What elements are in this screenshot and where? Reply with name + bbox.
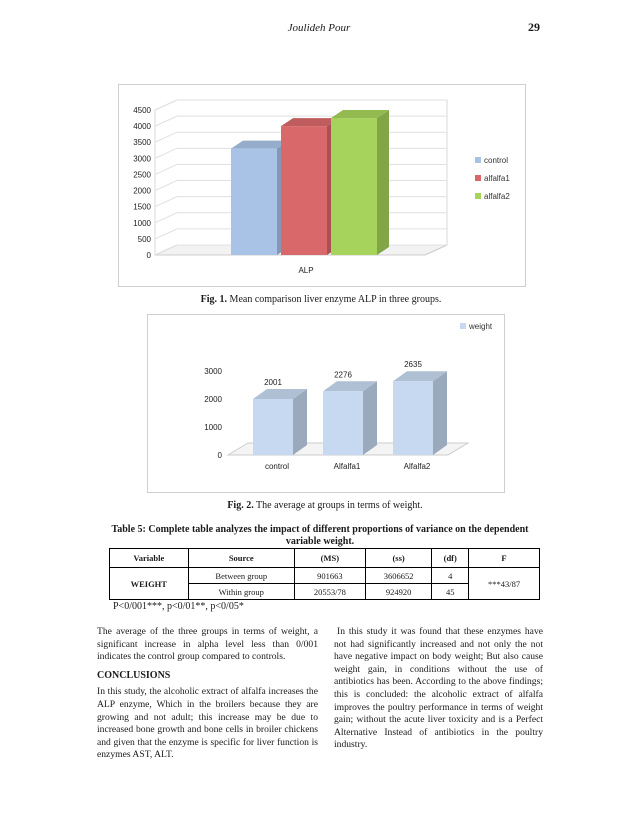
conclusions-continued-paragraph: In this study it was found that these enzymes have not had significantly increased and not only the not have negative impact on body weight; But also cause weight gain, in conditions without the use of antibiotics has been. According to the above findings; this is concluded: the alcoholic extract of alfalfa improves the poultry performance in terms of weight gain; without the acute liver toxicity and is a Perfect Alternative Instead of antibiotics in the poultry industry. [334, 626, 543, 751]
bar-alfalfa2 [393, 371, 447, 455]
bar-alfalfa1 [281, 118, 339, 255]
legend-swatch [475, 193, 481, 199]
legend-label: weight [469, 322, 493, 331]
bar-control [253, 389, 307, 455]
right-column [334, 626, 543, 752]
page-number: 29 [528, 20, 540, 34]
bar-side [433, 371, 447, 455]
ms-cell: 20553/78 [294, 584, 365, 600]
bar-control [231, 141, 289, 255]
legend-label: alfalfa1 [484, 174, 510, 183]
bar-front [231, 149, 277, 255]
y-tick-label: 2500 [133, 170, 151, 180]
figure-2-caption-label: Fig. 2. [227, 500, 254, 511]
bar-front [331, 118, 377, 255]
table-header-cell: (ss) [365, 549, 432, 568]
x-tick-label: Alfalfa1 [333, 462, 361, 471]
variable-cell: WEIGHT [110, 568, 189, 600]
y-tick-label: 1000 [204, 423, 222, 432]
bar-front [253, 399, 293, 455]
figure-2-chart [148, 315, 504, 492]
y-tick-label: 3500 [133, 138, 151, 148]
y-tick-label: 2000 [204, 395, 222, 404]
y-tick-label: 500 [137, 234, 151, 244]
source-cell: Between group [188, 568, 294, 584]
conclusions-heading: CONCLUSIONS [97, 669, 171, 681]
figure-1-chart [119, 85, 525, 286]
ss-cell: 3606652 [365, 568, 432, 584]
ss-cell: 924920 [365, 584, 432, 600]
y-tick-label: 1000 [133, 218, 151, 228]
figure-1-caption-label: Fig. 1. [200, 294, 228, 305]
bar-alfalfa2 [331, 110, 389, 255]
table-5-title: Table 5: Complete table analyzes the impact of different proportions of variance on the dependent variable weight. [111, 524, 529, 547]
conclusions-paragraph: In this study, the alcoholic extract of alfalfa increases the ALP enzyme, Which in the broilers because they are growing and not adult; this increase may be due to increased bone growth and bone cells in broiler chickens and given that the enzyme is specific for liver function is enzymes AST, ALT. [97, 686, 318, 761]
table-header-cell: (MS) [294, 549, 365, 568]
bar-side [293, 389, 307, 455]
bar-side [363, 381, 377, 455]
source-cell: Within group [188, 584, 294, 600]
y-tick-label: 3000 [133, 154, 151, 164]
bar-front [393, 381, 433, 455]
legend-label: control [484, 156, 509, 165]
legend-swatch [460, 323, 466, 329]
table-header-cell: Variable [110, 549, 189, 568]
y-tick-label: 0 [217, 451, 222, 460]
y-tick-label: 4500 [133, 106, 151, 115]
table-header-row [110, 549, 540, 568]
figure-2-chart-frame [147, 314, 505, 493]
f-cell: ***43/87 [469, 568, 540, 600]
table-header-cell: F [469, 549, 540, 568]
significance-note: P<0/001***, p<0/01**, p<0/05* [113, 601, 244, 612]
figure-1-caption [118, 294, 524, 305]
figure-1-caption-text: Mean comparison liver enzyme ALP in three groups. [227, 294, 442, 305]
bar-front [281, 126, 327, 255]
results-paragraph: The average of the three groups in terms of weight, a significant increase in alpha level less than 0/001 indicates the control group compared to controls. [97, 626, 318, 663]
bar-front [323, 391, 363, 455]
x-tick-label: Alfalfa2 [403, 462, 431, 471]
df-cell: 4 [432, 568, 469, 584]
y-tick-label: 2000 [133, 186, 151, 196]
x-axis-label: ALP [298, 266, 314, 275]
anova-table [109, 548, 540, 600]
legend-swatch [475, 157, 481, 163]
data-label: 2001 [264, 377, 282, 387]
df-cell: 45 [432, 584, 469, 600]
figure-2-caption [147, 500, 503, 511]
table-header-cell: (df) [432, 549, 469, 568]
y-tick-label: 4000 [133, 122, 151, 132]
table-row [110, 568, 540, 584]
data-label: 2276 [334, 370, 352, 380]
figure-1-chart-frame [118, 84, 526, 287]
x-tick-label: control [264, 462, 290, 471]
left-column [97, 626, 318, 762]
ms-cell: 901663 [294, 568, 365, 584]
y-tick-label: 3000 [204, 367, 222, 376]
data-label: 2635 [404, 360, 422, 370]
legend-label: alfalfa2 [484, 192, 510, 201]
bar-alfalfa1 [323, 381, 377, 455]
bar-side [377, 110, 389, 255]
table-header-cell: Source [188, 549, 294, 568]
y-tick-label: 0 [146, 251, 151, 260]
y-tick-label: 1500 [133, 202, 151, 212]
figure-2-caption-text: The average at groups in terms of weight. [253, 500, 423, 511]
running-header-author: Joulideh Pour [287, 22, 351, 34]
legend-swatch [475, 175, 481, 181]
